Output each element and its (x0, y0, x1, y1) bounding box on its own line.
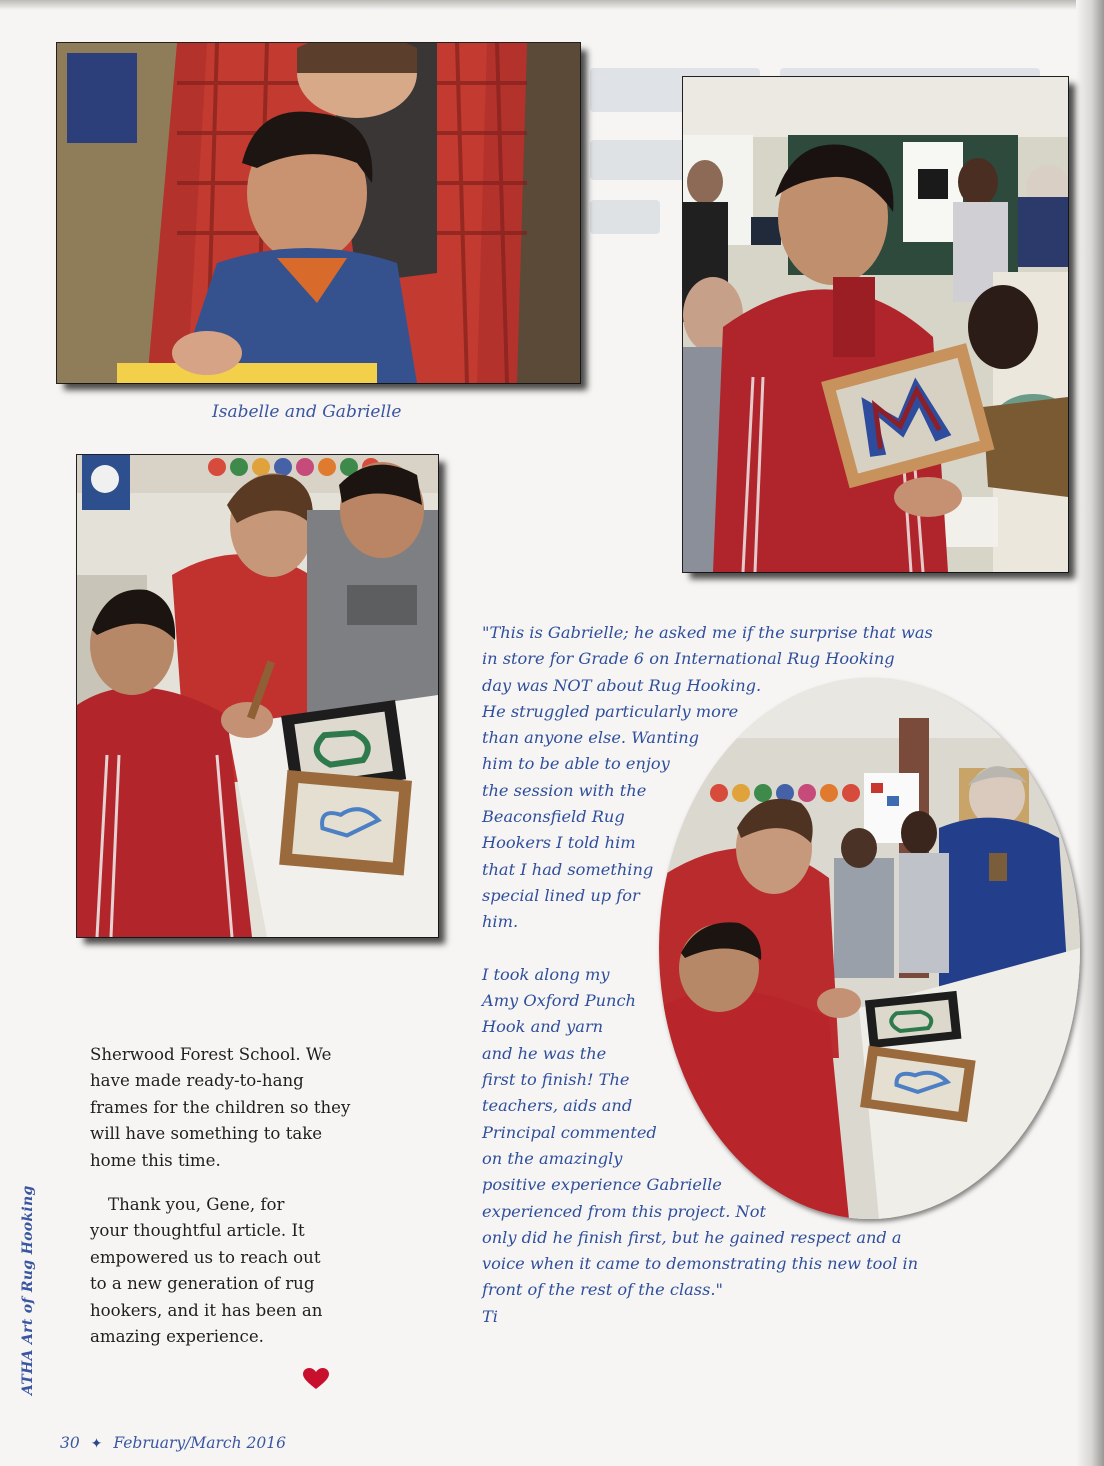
photo-caption: Isabelle and Gabrielle (212, 402, 402, 422)
body-line: will have something to take (90, 1124, 323, 1144)
body-line: empowered us to reach out (90, 1247, 321, 1267)
body-line: Sherwood Forest School. We (90, 1045, 332, 1064)
star-icon: ✦ (90, 1436, 103, 1452)
body-line: Thank you, Gene, for (108, 1195, 285, 1214)
body-line: have made ready-to-hang (90, 1071, 304, 1091)
quote-line: Beaconsfield Rug (482, 807, 625, 827)
quote-signature: Ti (482, 1306, 498, 1326)
quote-line: experienced from this project. Not (482, 1201, 766, 1221)
quote-line: Amy Oxford Punch (482, 991, 636, 1011)
issue-date: February/March 2016 (113, 1434, 286, 1452)
quote-line: day was NOT about Rug Hooking. (482, 675, 762, 695)
top-shadow (0, 0, 1104, 10)
page-gutter-edge (1076, 0, 1104, 1466)
quote-line: positive experience Gabrielle (482, 1175, 722, 1195)
page-number: 30 (60, 1434, 80, 1452)
heart-icon (303, 1368, 329, 1390)
quote-line: him to be able to enjoy (482, 754, 670, 774)
body-line: amazing experience. (90, 1327, 264, 1347)
body-line: to a new generation of rug (90, 1274, 315, 1294)
body-paragraph-1 (90, 1042, 350, 1174)
quote-line: Hook and yarn (482, 1017, 604, 1037)
quote-line: than anyone else. Wanting (482, 728, 699, 748)
quote-line: He struggled particularly more (482, 701, 739, 721)
body-line: home this time. (90, 1150, 221, 1170)
quote-line: teachers, aids and (482, 1096, 633, 1116)
quote-line: and he was the (482, 1043, 607, 1063)
body-line: your thoughtful article. It (90, 1221, 305, 1241)
quote-line: Hookers I told him (482, 833, 636, 853)
quote-line: "This is Gabrielle; he asked me if the surprise that was (482, 623, 933, 642)
page-footer (60, 1434, 286, 1452)
quote-blank-line (482, 936, 933, 962)
quote-line: that I had something (482, 859, 654, 879)
quote-line: him. (482, 912, 519, 932)
quote-line: first to finish! The (482, 1070, 630, 1090)
quote-line: I took along my (482, 964, 610, 984)
quote-block (482, 620, 933, 1330)
quote-line: in store for Grade 6 on International Rug Hooking (482, 649, 895, 669)
quote-line: the session with the (482, 780, 647, 800)
photo-isabelle-and-gabrielle (57, 43, 580, 383)
publication-spine-title: ATHA Art of Rug Hooking (20, 1185, 36, 1395)
quote-line: Principal commented (482, 1122, 657, 1142)
quote-line: voice when it came to demonstrating this new tool in (482, 1254, 919, 1274)
quote-line: on the amazingly (482, 1148, 623, 1168)
body-paragraph-2 (90, 1192, 322, 1350)
quote-line: only did he finish first, but he gained respect and a (482, 1227, 902, 1247)
photo-students-hooking-at-table (77, 455, 438, 937)
body-line: hookers, and it has been an (90, 1300, 323, 1320)
quote-line: special lined up for (482, 885, 640, 905)
photo-boy-holding-hooked-m (683, 77, 1068, 572)
quote-line: front of the rest of the class." (482, 1280, 724, 1300)
body-line: frames for the children so they (90, 1097, 351, 1117)
